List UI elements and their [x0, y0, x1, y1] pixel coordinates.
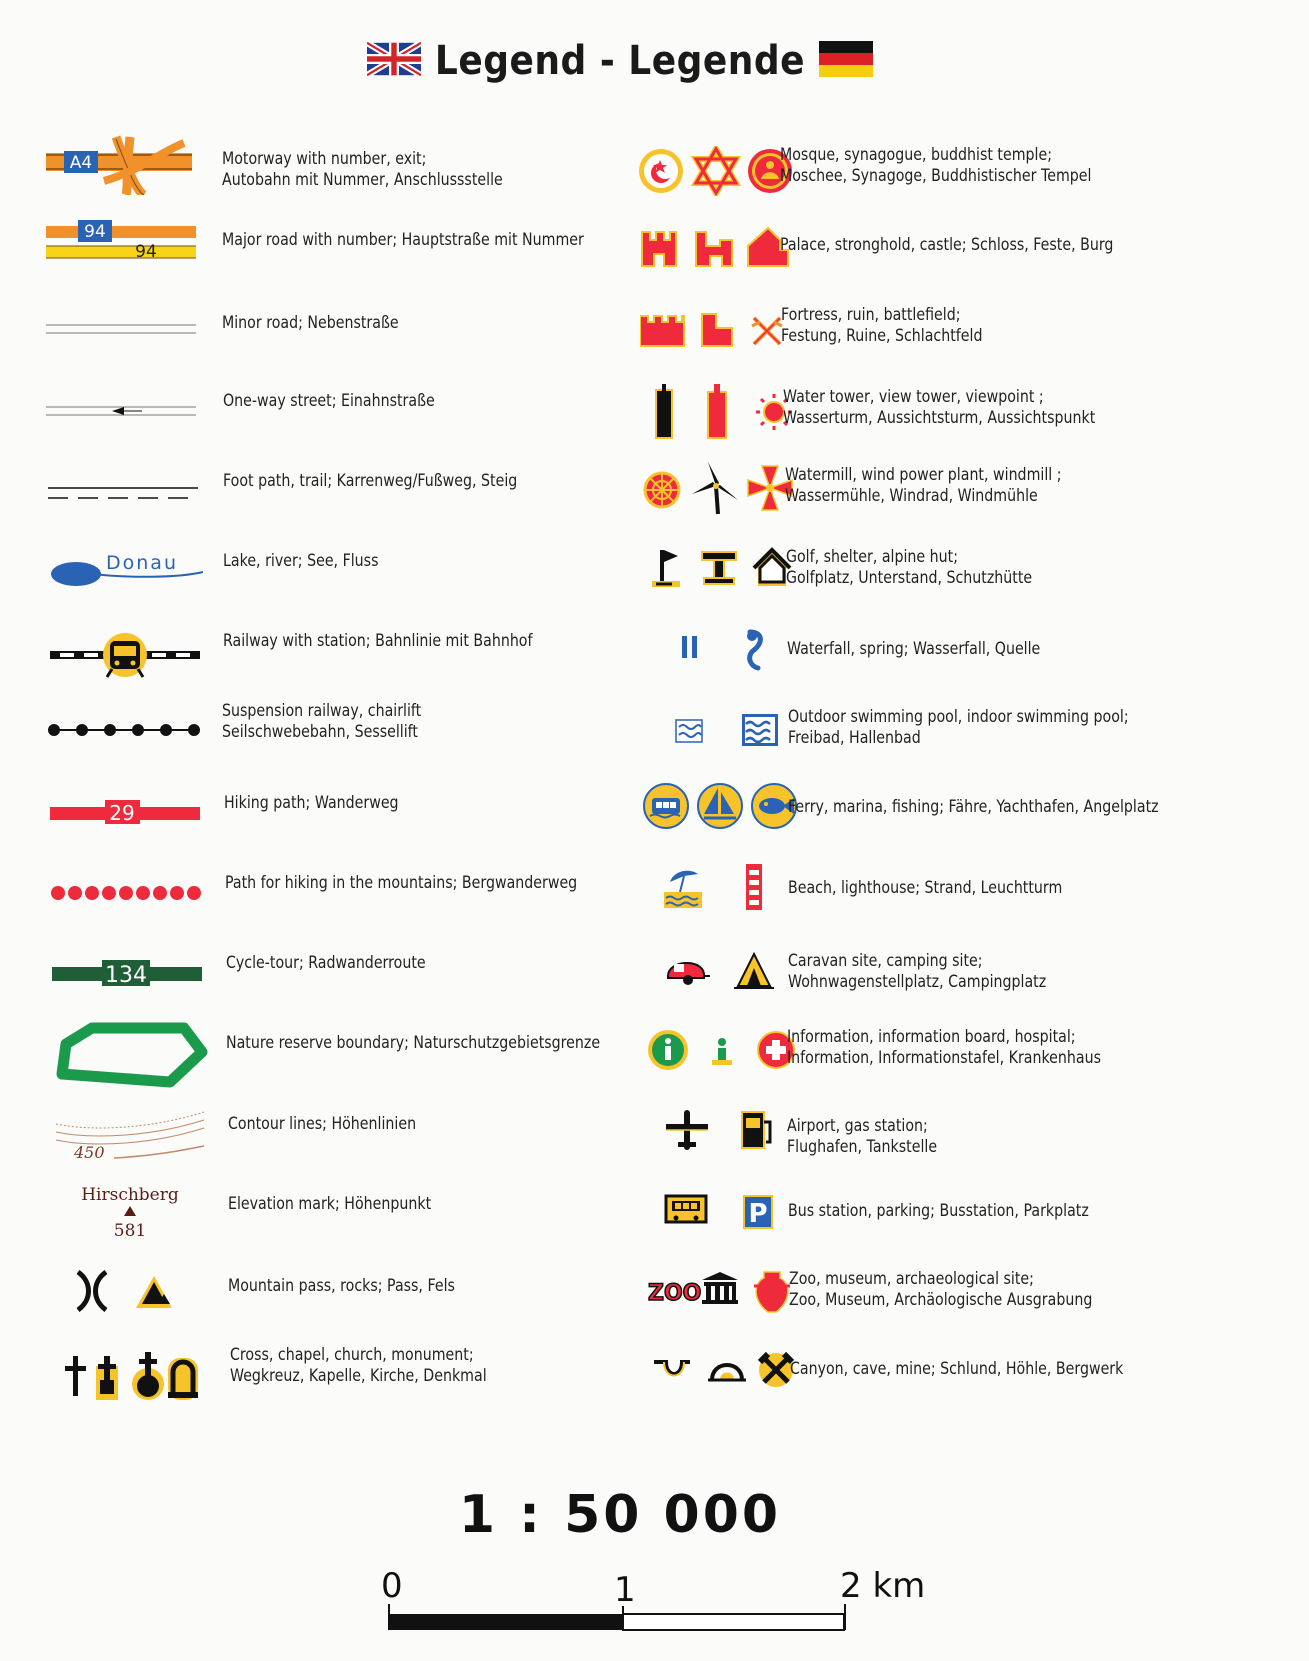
legend-text-cycle-tour: Cycle-tour; Radwanderroute — [226, 953, 426, 972]
canyon-icon — [654, 1362, 690, 1376]
cross-icon — [65, 1356, 86, 1396]
museum-icon — [702, 1272, 738, 1304]
water-tower-icon — [656, 384, 672, 438]
zoo-museum-archaeology-symbols — [646, 1268, 796, 1318]
caravan-camping-symbols — [666, 950, 786, 994]
major-road-number-label: 94 — [84, 222, 106, 242]
scale-label-2km: 2 km — [840, 1566, 926, 1606]
camping-icon — [734, 954, 774, 988]
scale-ratio: 1 : 50 000 — [458, 1485, 782, 1545]
watermill-icon — [645, 473, 679, 507]
railway-station-symbol — [50, 633, 200, 679]
ferry-marina-fishing-symbols — [642, 782, 802, 832]
uk-flag-icon — [367, 41, 421, 77]
legend-text-cross-chapel: Cross, chapel, church, monument; Wegkreuz, Kapelle, Kirche, Denkmal — [230, 1345, 487, 1385]
religious-monument-symbols — [62, 1350, 212, 1402]
airport-gas-station-symbols — [664, 1108, 784, 1154]
legend-title — [0, 38, 1240, 84]
information-board-icon — [712, 1038, 732, 1065]
legend-text-fortress: Fortress, ruin, battlefield; Festung, Ruine, Schlachtfeld — [781, 305, 983, 345]
legend-text-bus-parking: Bus station, parking; Busstation, Parkplatz — [788, 1201, 1089, 1220]
legend-text-nature-reserve: Nature reserve boundary; Naturschutzgebietsgrenze — [226, 1033, 601, 1052]
elevation-name-label: Hirschberg — [81, 1185, 179, 1205]
scale-bar — [388, 1604, 848, 1632]
stronghold-icon — [696, 232, 732, 266]
canyon-cave-mine-symbols — [652, 1350, 802, 1394]
indoor-pool-icon — [742, 714, 778, 746]
legend-text-minor-road: Minor road; Nebenstraße — [222, 313, 399, 332]
major-road-symbol — [46, 220, 196, 270]
scale-bar-empty — [623, 1614, 844, 1630]
mountain-pass-icon — [78, 1272, 106, 1310]
cave-icon — [708, 1365, 746, 1380]
legend-text-foot-path: Foot path, trail; Karrenweg/Fußweg, Steig — [223, 471, 518, 490]
legend-text-airport: Airport, gas station; Flughafen, Tankstelle — [787, 1116, 938, 1156]
legend-text-waterfall: Waterfall, spring; Wasserfall, Quelle — [787, 639, 1041, 658]
rocks-icon — [136, 1276, 172, 1308]
one-way-street-symbol — [46, 402, 196, 422]
mine-icon — [759, 1353, 793, 1387]
legend-text-golf: Golf, shelter, alpine hut; Golfplatz, Unterstand, Schutzhütte — [786, 547, 1033, 587]
motorway-symbol — [44, 135, 194, 195]
foot-path-symbol — [48, 484, 198, 504]
legend-text-beach: Beach, lighthouse; Strand, Leuchtturm — [788, 878, 1063, 897]
swimming-pool-symbols — [672, 710, 792, 754]
cycle-route-number-label: 134 — [105, 963, 147, 988]
motorway-number-label: A4 — [69, 153, 93, 173]
ruin-icon — [702, 314, 732, 346]
caravan-icon — [668, 963, 710, 985]
chapel-icon — [96, 1356, 118, 1400]
fortress-ruin-battlefield-symbols — [640, 308, 800, 352]
airport-icon — [666, 1110, 708, 1150]
minor-road-symbol — [46, 320, 196, 340]
legend-text-railway: Railway with station; Bahnlinie mit Bahnhof — [223, 631, 533, 650]
nature-reserve-boundary-symbol — [52, 1022, 208, 1092]
wind-power-plant-icon — [692, 462, 738, 514]
legend-text-tower: Water tower, view tower, viewpoint ; Wasserturm, Aussichtsturm, Aussichtspunkt — [783, 387, 1096, 427]
mosque-icon — [639, 149, 683, 193]
parking-letter: P — [748, 1199, 768, 1229]
mill-symbols — [640, 460, 800, 516]
legend-text-elevation-mark: Elevation mark; Höhenpunkt — [228, 1194, 432, 1213]
beach-lighthouse-symbols — [664, 862, 784, 912]
contour-lines-symbol — [54, 1110, 210, 1160]
legend-text-information: Information, information board, hospital; Information, Informationstafel, Krankenhaus — [787, 1027, 1101, 1067]
scale-bar-filled — [389, 1614, 623, 1630]
lake-river-symbol — [48, 552, 208, 592]
legend-text-ferry: Ferry, marina, fishing; Fähre, Yachthafen, Angelplatz — [788, 797, 1159, 816]
major-road-number-label-2: 94 — [135, 242, 157, 262]
legend-text-palace: Palace, stronghold, castle; Schloss, Feste, Burg — [780, 235, 1114, 254]
monument-icon — [168, 1358, 198, 1400]
parking-icon — [744, 1196, 772, 1229]
river-name-label: Donau — [106, 552, 178, 574]
palace-icon — [642, 232, 676, 266]
legend-text-motorway: Motorway with number, exit; Autobahn mit Nummer, Anschlussstelle — [222, 149, 503, 189]
tower-viewpoint-symbols — [650, 384, 800, 440]
marina-icon — [698, 784, 742, 828]
elevation-mark-symbol — [80, 1184, 190, 1244]
legend-text-major-road: Major road with number; Hauptstraße mit Nummer — [222, 230, 584, 249]
ferry-icon — [644, 784, 688, 828]
legend-text-hiking-path: Hiking path; Wanderweg — [224, 793, 399, 812]
cycle-tour-symbol — [52, 960, 202, 988]
legend-text-lake-river: Lake, river; See, Fluss — [223, 551, 379, 570]
golf-shelter-hut-symbols — [650, 546, 800, 590]
beach-icon — [664, 871, 702, 908]
fortress-icon — [640, 316, 684, 346]
golf-icon — [652, 550, 680, 584]
church-icon — [132, 1352, 164, 1400]
scale-label-1: 1 — [614, 1570, 636, 1610]
legend-text-caravan: Caravan site, camping site; Wohnwagenstellplatz, Campingplatz — [788, 951, 1047, 991]
legend-text-contour-lines: Contour lines; Höhenlinien — [228, 1114, 417, 1133]
synagogue-icon — [696, 149, 736, 193]
legend-text-canyon: Canyon, cave, mine; Schlund, Höhle, Bergwerk — [790, 1359, 1124, 1378]
waterfall-spring-symbols — [668, 628, 788, 676]
scale-label-0: 0 — [381, 1566, 403, 1606]
information-icon — [648, 1030, 688, 1070]
outdoor-pool-icon — [676, 720, 702, 742]
legend-text-one-way: One-way street; Einahnstraße — [223, 391, 435, 410]
contour-value-label: 450 — [74, 1143, 105, 1160]
bus-parking-symbols — [664, 1190, 784, 1234]
legend-text-mill: Watermill, wind power plant, windmill ; Wassermühle, Windrad, Windmühle — [785, 465, 1062, 505]
hiking-path-symbol — [50, 800, 200, 826]
german-flag-icon — [819, 41, 873, 77]
waterfall-icon — [682, 636, 697, 658]
alpine-hut-icon — [754, 550, 790, 586]
spring-icon — [747, 631, 760, 668]
legend-title-text: Legend - Legende — [434, 38, 806, 84]
legend-text-zoo: Zoo, museum, archaeological site; Zoo, Museum, Archäologische Ausgrabung — [789, 1269, 1093, 1309]
hiking-path-number-label: 29 — [109, 801, 135, 825]
zoo-label: ZOO — [648, 1281, 702, 1306]
battlefield-icon — [752, 318, 782, 344]
archaeological-site-icon — [754, 1272, 790, 1312]
pass-rocks-symbols — [72, 1268, 192, 1314]
elevation-value-label: 581 — [113, 1221, 147, 1241]
legend-text-suspension-railway: Suspension railway, chairlift Seilschwebebahn, Sessellift — [222, 701, 422, 741]
legend-text-mosque: Mosque, synagogue, buddhist temple; Moschee, Synagoge, Buddhistischer Tempel — [780, 145, 1092, 185]
legend-text-pass-rocks: Mountain pass, rocks; Pass, Fels — [228, 1276, 455, 1295]
lighthouse-icon — [746, 864, 762, 910]
legend-text-mountain-path: Path for hiking in the mountains; Bergwanderweg — [225, 873, 578, 892]
legend-text-swimming-pool: Outdoor swimming pool, indoor swimming pool; Freibad, Hallenbad — [788, 707, 1129, 747]
shelter-icon — [702, 552, 736, 584]
castle-symbols — [640, 226, 800, 270]
mountain-hiking-path-symbol — [50, 883, 210, 903]
bus-station-icon — [666, 1196, 706, 1222]
religious-buildings-symbols — [636, 146, 796, 196]
view-tower-icon — [708, 384, 726, 438]
gas-station-icon — [742, 1112, 770, 1148]
information-hospital-symbols — [646, 1028, 796, 1074]
suspension-railway-symbol — [46, 720, 206, 740]
